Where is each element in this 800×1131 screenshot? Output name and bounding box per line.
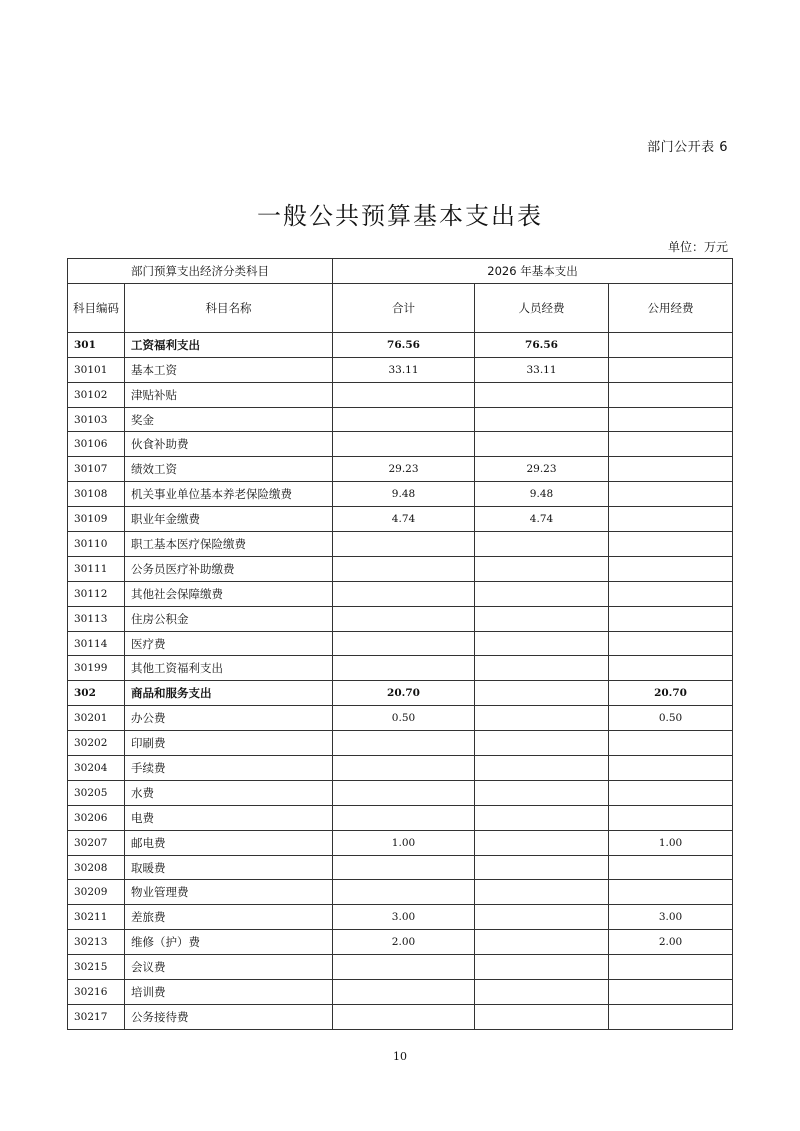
total-cell (333, 855, 475, 880)
column-header-total: 合计 (333, 283, 475, 332)
account-name-cell: 物业管理费 (125, 880, 333, 905)
account-code-cell: 30111 (68, 556, 125, 581)
personnel-cell: 9.48 (475, 482, 609, 507)
account-name-cell: 差旅费 (125, 905, 333, 930)
total-cell (333, 432, 475, 457)
public-cell (609, 507, 733, 532)
public-cell: 20.70 (609, 681, 733, 706)
public-cell (609, 407, 733, 432)
personnel-cell (475, 880, 609, 905)
account-code-cell: 30102 (68, 382, 125, 407)
public-cell (609, 581, 733, 606)
account-code-cell: 30204 (68, 756, 125, 781)
personnel-cell (475, 382, 609, 407)
total-cell: 1.00 (333, 830, 475, 855)
account-name-cell: 手续费 (125, 756, 333, 781)
table-row (68, 681, 733, 706)
personnel-cell: 76.56 (475, 332, 609, 357)
table-row (68, 706, 733, 731)
table-tag-label: 部门公开表 6 (647, 140, 728, 155)
column-header-name: 科目名称 (125, 283, 333, 332)
table-row (68, 805, 733, 830)
column-header-public: 公用经费 (609, 283, 733, 332)
table-row (68, 830, 733, 855)
public-cell (609, 756, 733, 781)
account-name-cell: 维修（护）费 (125, 930, 333, 955)
account-code-cell: 30202 (68, 731, 125, 756)
total-cell (333, 656, 475, 681)
total-cell (333, 606, 475, 631)
group-header-left: 部门预算支出经济分类科目 (68, 259, 333, 284)
total-cell: 9.48 (333, 482, 475, 507)
public-cell (609, 1004, 733, 1029)
account-name-cell: 取暖费 (125, 855, 333, 880)
account-code-cell: 302 (68, 681, 125, 706)
account-name-cell: 医疗费 (125, 631, 333, 656)
column-header-code: 科目编码 (68, 283, 125, 332)
personnel-cell (475, 930, 609, 955)
unit-label: 单位：万元 (667, 240, 728, 254)
account-code-cell: 30211 (68, 905, 125, 930)
public-cell (609, 606, 733, 631)
personnel-cell (475, 731, 609, 756)
personnel-cell (475, 955, 609, 980)
account-name-cell: 伙食补助费 (125, 432, 333, 457)
public-cell (609, 780, 733, 805)
total-cell (333, 532, 475, 557)
total-cell: 2.00 (333, 930, 475, 955)
account-name-cell: 会议费 (125, 955, 333, 980)
personnel-cell (475, 407, 609, 432)
personnel-cell (475, 756, 609, 781)
account-name-cell: 奖金 (125, 407, 333, 432)
total-cell (333, 880, 475, 905)
table-row (68, 930, 733, 955)
table-row (68, 532, 733, 557)
total-cell: 3.00 (333, 905, 475, 930)
total-cell (333, 382, 475, 407)
table-row (68, 1004, 733, 1029)
public-cell (609, 432, 733, 457)
total-cell (333, 756, 475, 781)
public-cell (609, 532, 733, 557)
account-name-cell: 邮电费 (125, 830, 333, 855)
public-cell (609, 556, 733, 581)
total-cell (333, 581, 475, 606)
account-code-cell: 30108 (68, 482, 125, 507)
public-cell (609, 457, 733, 482)
account-code-cell: 30213 (68, 930, 125, 955)
account-name-cell: 办公费 (125, 706, 333, 731)
table-row (68, 955, 733, 980)
account-code-cell: 30109 (68, 507, 125, 532)
account-name-cell: 其他社会保障缴费 (125, 581, 333, 606)
public-cell: 2.00 (609, 930, 733, 955)
account-code-cell: 30103 (68, 407, 125, 432)
table-row (68, 631, 733, 656)
personnel-cell: 33.11 (475, 357, 609, 382)
public-cell: 0.50 (609, 706, 733, 731)
total-cell (333, 407, 475, 432)
table-row (68, 980, 733, 1005)
table-row (68, 556, 733, 581)
public-cell: 1.00 (609, 830, 733, 855)
table-row (68, 780, 733, 805)
account-name-cell: 工资福利支出 (125, 332, 333, 357)
table-row (68, 731, 733, 756)
total-cell (333, 1004, 475, 1029)
account-code-cell: 30110 (68, 532, 125, 557)
personnel-cell (475, 606, 609, 631)
total-cell (333, 955, 475, 980)
page-number: 10 (393, 1050, 407, 1063)
account-code-cell: 30113 (68, 606, 125, 631)
column-header-personnel: 人员经费 (475, 283, 609, 332)
account-code-cell: 30112 (68, 581, 125, 606)
public-cell (609, 980, 733, 1005)
public-cell (609, 855, 733, 880)
public-cell (609, 382, 733, 407)
table-row (68, 332, 733, 357)
account-name-cell: 职工基本医疗保险缴费 (125, 532, 333, 557)
personnel-cell (475, 656, 609, 681)
personnel-cell (475, 830, 609, 855)
public-cell: 3.00 (609, 905, 733, 930)
personnel-cell (475, 855, 609, 880)
public-cell (609, 731, 733, 756)
table-row (68, 382, 733, 407)
total-cell: 29.23 (333, 457, 475, 482)
account-code-cell: 30206 (68, 805, 125, 830)
table-row (68, 606, 733, 631)
total-cell (333, 731, 475, 756)
account-code-cell: 30208 (68, 855, 125, 880)
personnel-cell (475, 432, 609, 457)
account-name-cell: 住房公积金 (125, 606, 333, 631)
personnel-cell (475, 681, 609, 706)
account-name-cell: 绩效工资 (125, 457, 333, 482)
table-row (68, 432, 733, 457)
personnel-cell (475, 780, 609, 805)
table-row (68, 905, 733, 930)
account-code-cell: 30201 (68, 706, 125, 731)
personnel-cell (475, 556, 609, 581)
account-name-cell: 商品和服务支出 (125, 681, 333, 706)
budget-table (67, 258, 733, 1030)
account-name-cell: 机关事业单位基本养老保险缴费 (125, 482, 333, 507)
group-header-right: 2026 年基本支出 (333, 259, 733, 284)
table-row (68, 656, 733, 681)
table-row (68, 457, 733, 482)
public-cell (609, 805, 733, 830)
table-row (68, 756, 733, 781)
account-name-cell: 津贴补贴 (125, 382, 333, 407)
personnel-cell: 4.74 (475, 507, 609, 532)
personnel-cell (475, 581, 609, 606)
account-name-cell: 职业年金缴费 (125, 507, 333, 532)
total-cell (333, 980, 475, 1005)
public-cell (609, 357, 733, 382)
account-code-cell: 30217 (68, 1004, 125, 1029)
account-code-cell: 30101 (68, 357, 125, 382)
total-cell: 76.56 (333, 332, 475, 357)
personnel-cell (475, 706, 609, 731)
personnel-cell (475, 532, 609, 557)
total-cell (333, 780, 475, 805)
public-cell (609, 332, 733, 357)
account-code-cell: 30199 (68, 656, 125, 681)
account-code-cell: 30114 (68, 631, 125, 656)
account-name-cell: 电费 (125, 805, 333, 830)
column-header-row (68, 283, 733, 332)
account-name-cell: 印刷费 (125, 731, 333, 756)
table-row (68, 507, 733, 532)
total-cell (333, 631, 475, 656)
table-row (68, 880, 733, 905)
page-title: 一般公共预算基本支出表 (257, 202, 543, 230)
personnel-cell (475, 631, 609, 656)
total-cell: 33.11 (333, 357, 475, 382)
total-cell (333, 805, 475, 830)
public-cell (609, 880, 733, 905)
account-code-cell: 30205 (68, 780, 125, 805)
personnel-cell: 29.23 (475, 457, 609, 482)
account-name-cell: 公务员医疗补助缴费 (125, 556, 333, 581)
group-header-row (68, 259, 733, 284)
total-cell: 4.74 (333, 507, 475, 532)
account-name-cell: 培训费 (125, 980, 333, 1005)
account-name-cell: 水费 (125, 780, 333, 805)
account-code-cell: 30107 (68, 457, 125, 482)
public-cell (609, 631, 733, 656)
account-code-cell: 30106 (68, 432, 125, 457)
account-code-cell: 30216 (68, 980, 125, 1005)
total-cell: 20.70 (333, 681, 475, 706)
account-code-cell: 301 (68, 332, 125, 357)
total-cell (333, 556, 475, 581)
account-name-cell: 基本工资 (125, 357, 333, 382)
total-cell: 0.50 (333, 706, 475, 731)
account-code-cell: 30207 (68, 830, 125, 855)
account-name-cell: 其他工资福利支出 (125, 656, 333, 681)
personnel-cell (475, 805, 609, 830)
table-row (68, 357, 733, 382)
account-name-cell: 公务接待费 (125, 1004, 333, 1029)
table-body (68, 259, 733, 1030)
public-cell (609, 955, 733, 980)
public-cell (609, 656, 733, 681)
personnel-cell (475, 905, 609, 930)
table-row (68, 581, 733, 606)
account-code-cell: 30209 (68, 880, 125, 905)
personnel-cell (475, 1004, 609, 1029)
personnel-cell (475, 980, 609, 1005)
table-row (68, 855, 733, 880)
table-row (68, 482, 733, 507)
account-code-cell: 30215 (68, 955, 125, 980)
table-row (68, 407, 733, 432)
public-cell (609, 482, 733, 507)
